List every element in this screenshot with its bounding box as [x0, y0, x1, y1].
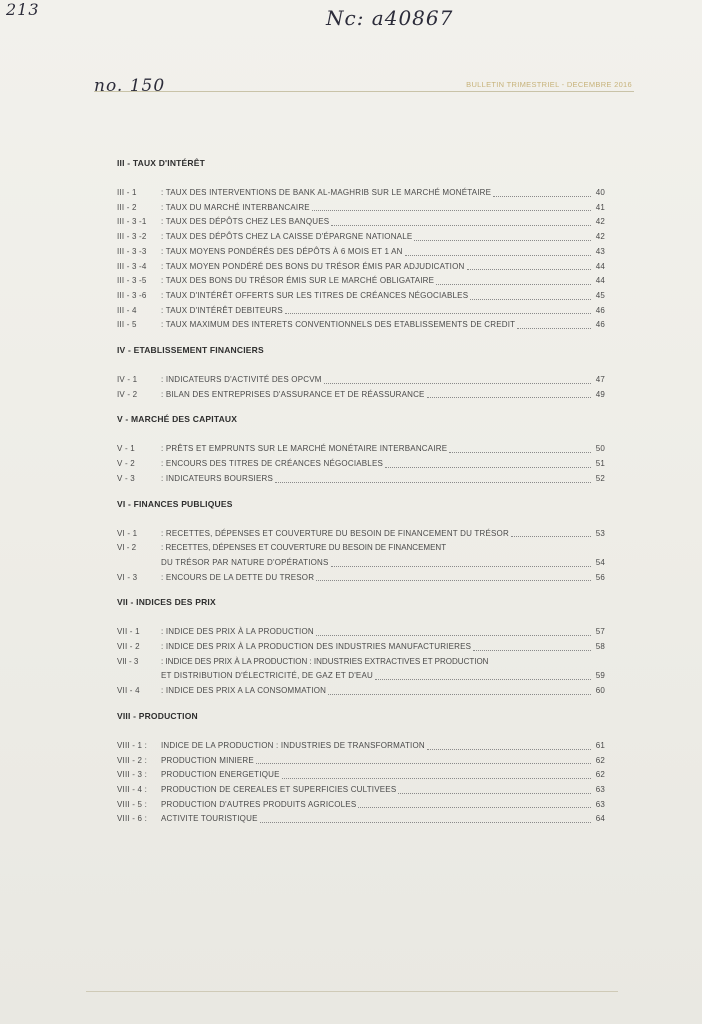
- entry-page-number: 63: [595, 784, 605, 794]
- leader-dots: [473, 650, 591, 651]
- entry-label: : INDICATEURS BOURSIERS: [161, 473, 274, 483]
- entry-number: V - 2: [117, 459, 135, 469]
- entry-page-number: 44: [595, 276, 605, 286]
- entry-page-number: 47: [595, 375, 605, 385]
- leader-dots: [256, 763, 591, 764]
- toc-section: [117, 345, 605, 402]
- entry-number: III - 3 -5: [117, 276, 147, 286]
- section-title: VI - FINANCES PUBLIQUES: [117, 498, 233, 509]
- leader-dots: [275, 482, 591, 483]
- entry-number: IV - 1: [117, 375, 138, 385]
- entry-page-number: 53: [595, 528, 605, 538]
- entry-page-number: 59: [595, 671, 605, 681]
- entry-number: VII - 4: [117, 686, 140, 696]
- entry-label: ACTIVITE TOURISTIQUE: [161, 814, 258, 824]
- leader-dots: [285, 313, 591, 314]
- entry-number: III - 3 -6: [117, 290, 147, 300]
- entry-number: IV - 2: [117, 389, 138, 399]
- entry-number: III - 2: [117, 202, 137, 212]
- entry-label: : INDICE DES PRIX A LA CONSOMMATION: [161, 686, 327, 696]
- toc-entry: [117, 274, 605, 289]
- entry-page-number: 43: [595, 246, 605, 256]
- leader-dots: [316, 580, 591, 581]
- entry-label: : TAUX D'INTÉRÊT OFFERTS SUR LES TITRES DE CRÉANCES NÉGOCIABLES: [161, 290, 469, 300]
- toc-entry: [117, 304, 605, 319]
- entry-label: : TAUX DU MARCHÉ INTERBANCAIRE: [161, 202, 310, 212]
- section-title: VII - INDICES DES PRIX: [117, 597, 216, 608]
- footer-rule: [86, 991, 618, 992]
- entry-page-number: 60: [595, 686, 605, 696]
- toc-section: [117, 711, 605, 827]
- entry-label: : INDICATEURS D'ACTIVITÉ DES OPCVM: [161, 375, 322, 385]
- leader-dots: [449, 452, 591, 453]
- entry-label: : TAUX MOYENS PONDÉRÉS DES DÉPÔTS À 6 MOIS ET 1 AN: [161, 246, 403, 256]
- entry-label: : TAUX DES INTERVENTIONS DE BANK AL-MAGHRIB SUR LE MARCHÉ MONÉTAIRE: [161, 188, 492, 197]
- section-title: VIII - PRODUCTION: [117, 710, 198, 721]
- entry-number: III - 3 -1: [117, 217, 147, 227]
- toc-entry: [117, 669, 605, 684]
- leader-dots: [331, 225, 591, 226]
- leader-dots: [517, 328, 591, 329]
- leader-dots: [467, 269, 591, 270]
- leader-dots: [470, 299, 591, 300]
- leader-dots: [493, 196, 591, 197]
- entry-label: : PRÊTS ET EMPRUNTS SUR LE MARCHÉ MONÉTAIRE INTERBANCAIRE: [161, 444, 448, 454]
- entry-number: III - 4: [117, 305, 137, 315]
- toc-entry: [117, 201, 605, 216]
- entry-label: : TAUX MOYEN PONDÉRÉ DES BONS DU TRÉSOR ÉMIS PAR ADJUDICATION: [161, 261, 465, 271]
- entry-number: VI - 2: [117, 543, 137, 553]
- entry-label: PRODUCTION MINIERE: [161, 755, 254, 765]
- entry-label: : INDICE DES PRIX À LA PRODUCTION DES INDUSTRIES MANUFACTURIERES: [161, 642, 472, 652]
- toc-entry: [117, 625, 605, 640]
- entry-page-number: 61: [595, 740, 605, 750]
- toc-entry: [117, 556, 605, 571]
- toc-entry: [117, 289, 605, 304]
- entry-label: : RECETTES, DÉPENSES ET COUVERTURE DU BESOIN DE FINANCEMENT DU TRÉSOR: [161, 528, 509, 538]
- entry-label: : INDICE DES PRIX À LA PRODUCTION : INDUSTRIES EXTRACTIVES ET PRODUCTION: [161, 656, 489, 666]
- entry-label: : ENCOURS DES TITRES DE CRÉANCES NÉGOCIABLES: [161, 459, 384, 469]
- entry-number: III - 3 -2: [117, 232, 147, 242]
- toc-entry: [117, 318, 605, 333]
- section-title: III - TAUX D'INTÉRÊT: [117, 158, 206, 168]
- toc-section: [117, 499, 605, 586]
- entry-page-number: 46: [595, 305, 605, 315]
- toc-entry-line: [117, 655, 605, 670]
- entry-label: PRODUCTION DE CEREALES ET SUPERFICIES CULTIVEES: [161, 784, 397, 794]
- entry-number: VIII - 1 :: [117, 740, 148, 750]
- toc-section: [117, 597, 605, 699]
- entry-number: VIII - 6 :: [117, 814, 148, 824]
- leader-dots: [436, 284, 591, 285]
- entry-number: VI - 1: [117, 528, 138, 538]
- leader-dots: [414, 240, 591, 241]
- toc-entry: [117, 442, 605, 457]
- entry-label-continued: DU TRÉSOR PAR NATURE D'OPÉRATIONS: [161, 557, 329, 567]
- toc-entry: [117, 472, 605, 487]
- toc-entry: [117, 388, 605, 403]
- entry-number: VII - 1: [117, 627, 140, 637]
- toc-entry: [117, 754, 605, 769]
- leader-dots: [511, 536, 591, 537]
- leader-dots: [385, 467, 591, 468]
- entry-label: : TAUX D'INTÉRÊT DEBITEURS: [161, 305, 283, 315]
- entry-label: : ENCOURS DE LA DETTE DU TRESOR: [161, 572, 315, 582]
- entry-page-number: 50: [595, 444, 605, 454]
- entry-number: V - 3: [117, 473, 135, 483]
- table-of-contents: [117, 158, 605, 839]
- leader-dots: [427, 397, 591, 398]
- entry-page-number: 45: [595, 290, 605, 300]
- toc-entry: [117, 571, 605, 586]
- entry-page-number: 62: [595, 770, 605, 780]
- leader-dots: [427, 749, 591, 750]
- entry-number: VIII - 4 :: [117, 784, 148, 794]
- toc-entry: [117, 684, 605, 699]
- toc-entry: [117, 186, 605, 201]
- toc-entry: [117, 812, 605, 827]
- section-title: V - MARCHÉ DES CAPITAUX: [117, 414, 238, 425]
- leader-dots: [398, 793, 591, 794]
- entry-page-number: 56: [595, 572, 605, 582]
- entry-number: VI - 3: [117, 572, 138, 582]
- entry-label: PRODUCTION ENERGETIQUE: [161, 770, 280, 780]
- entry-page-number: 58: [595, 642, 605, 652]
- entry-number: V - 1: [117, 444, 135, 454]
- entry-label: PRODUCTION D'AUTRES PRODUITS AGRICOLES: [161, 799, 357, 809]
- entry-page-number: 40: [595, 188, 605, 197]
- entry-page-number: 62: [595, 755, 605, 765]
- entry-label: : TAUX DES DÉPÔTS CHEZ LA CAISSE D'ÉPARGNE NATIONALE: [161, 232, 413, 242]
- toc-entry: [117, 527, 605, 542]
- entry-label: : TAUX MAXIMUM DES INTERETS CONVENTIONNELS DES ETABLISSEMENTS DE CREDIT: [161, 320, 516, 330]
- section-title: IV - ETABLISSEMENT FINANCIERS: [117, 345, 264, 356]
- toc-entry: [117, 215, 605, 230]
- bulletin-header: BULLETIN TRIMESTRIEL - DECEMBRE 2016: [466, 80, 632, 89]
- entry-number: VIII - 3 :: [117, 770, 148, 780]
- entry-page-number: 54: [595, 557, 605, 567]
- entry-number: VIII - 5 :: [117, 799, 148, 809]
- toc-entry: [117, 739, 605, 754]
- entry-label: : BILAN DES ENTREPRISES D'ASSURANCE ET DE RÉASSURANCE: [161, 389, 425, 399]
- entry-number: VII - 3: [117, 656, 139, 666]
- entry-number: VIII - 2 :: [117, 755, 148, 765]
- entry-number: III - 5: [117, 320, 137, 330]
- entry-number: VII - 2: [117, 642, 140, 652]
- leader-dots: [358, 807, 591, 808]
- leader-dots: [312, 210, 591, 211]
- header-rule: [94, 91, 634, 92]
- entry-label: : RECETTES, DÉPENSES ET COUVERTURE DU BESOIN DE FINANCEMENT: [161, 543, 447, 553]
- toc-section: [117, 158, 605, 333]
- entry-page-number: 52: [595, 473, 605, 483]
- entry-page-number: 42: [595, 217, 605, 227]
- toc-entry: [117, 373, 605, 388]
- entry-label-continued: ET DISTRIBUTION D'ÉLECTRICITÉ, DE GAZ ET D'EAU: [161, 671, 373, 681]
- toc-entry: [117, 245, 605, 260]
- leader-dots: [260, 822, 591, 823]
- toc-entry: [117, 798, 605, 813]
- leader-dots: [282, 778, 591, 779]
- entry-number: III - 3 -4: [117, 261, 147, 271]
- leader-dots: [324, 383, 591, 384]
- entry-number: III - 1: [117, 188, 137, 197]
- toc-entry: [117, 457, 605, 472]
- toc-section: [117, 414, 605, 486]
- leader-dots: [375, 679, 591, 680]
- handwritten-number: no. 150: [94, 76, 166, 96]
- entry-page-number: 57: [595, 627, 605, 637]
- handwritten-reference: Nc: a40867: [326, 6, 454, 30]
- entry-label: INDICE DE LA PRODUCTION : INDUSTRIES DE TRANSFORMATION: [161, 740, 425, 750]
- leader-dots: [331, 566, 591, 567]
- toc-entry: [117, 783, 605, 798]
- entry-label: : INDICE DES PRIX À LA PRODUCTION: [161, 627, 314, 637]
- entry-page-number: 41: [595, 202, 605, 212]
- entry-page-number: 42: [595, 232, 605, 242]
- entry-page-number: 46: [595, 320, 605, 330]
- entry-label: : TAUX DES DÉPÔTS CHEZ LES BANQUES: [161, 217, 330, 227]
- entry-page-number: 51: [595, 459, 605, 469]
- leader-dots: [405, 255, 591, 256]
- entry-page-number: 63: [595, 799, 605, 809]
- leader-dots: [328, 694, 591, 695]
- entry-page-number: 44: [595, 261, 605, 271]
- toc-entry-line: [117, 541, 605, 556]
- entry-label: : TAUX DES BONS DU TRÉSOR ÉMIS SUR LE MARCHÉ OBLIGATAIRE: [161, 276, 435, 286]
- leader-dots: [316, 635, 591, 636]
- toc-entry: [117, 260, 605, 275]
- toc-entry: [117, 230, 605, 245]
- entry-number: III - 3 -3: [117, 246, 147, 256]
- entry-page-number: 64: [595, 814, 605, 824]
- entry-page-number: 49: [595, 389, 605, 399]
- handwritten-page-mark: 213: [6, 0, 40, 19]
- toc-entry: [117, 768, 605, 783]
- toc-entry: [117, 640, 605, 655]
